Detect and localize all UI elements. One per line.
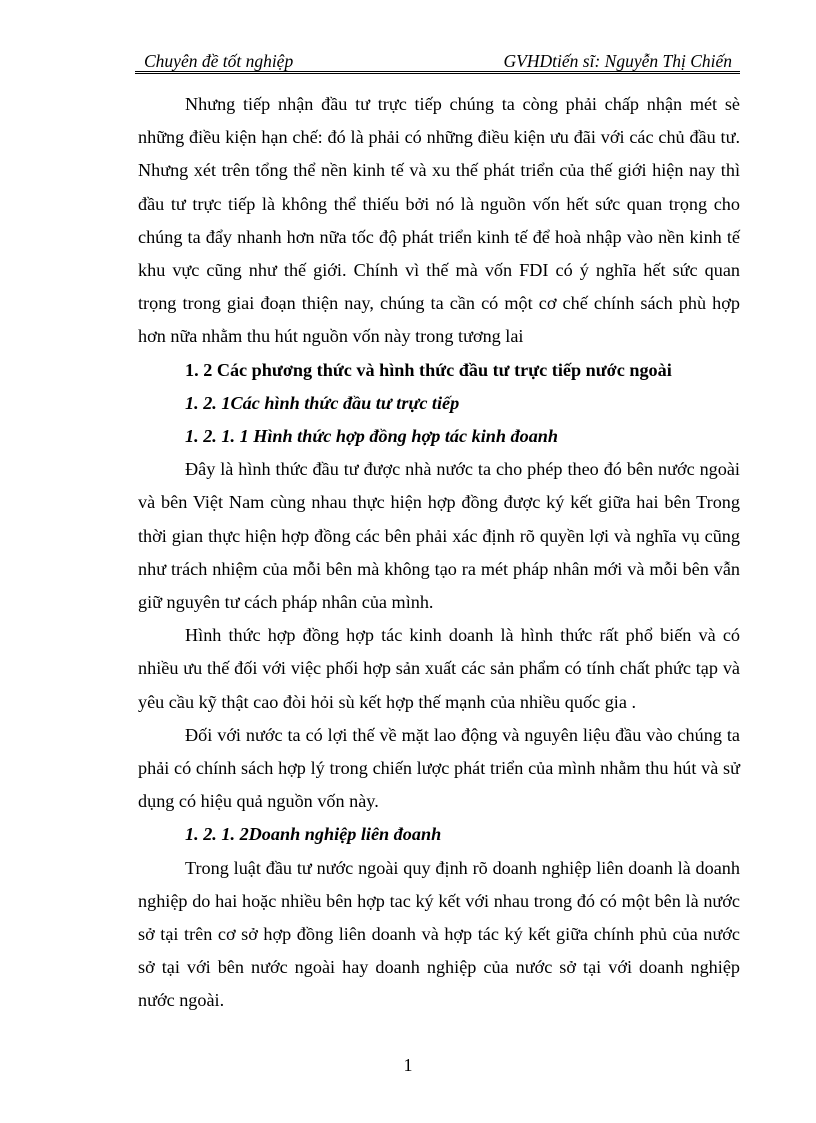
- paragraph-bcc-definition: Đây là hình thức đầu tư được nhà nước ta cho phép theo đó bên nước ngoài và bên Việt Nam cùng nhau thực hiện hợp đồng được ký kết giữa hai bên Trong thời gian thực hiện hợp đồng các bên phải xác định rõ quyền lợi và nghĩa vụ cũng như trách nhiệm của mỗi bên mà không tạo ra mét pháp nhân mới và mỗi bên vẫn giữ nguyên tư cách pháp nhân của mình.: [138, 459, 740, 613]
- paragraph-vietnam-advantage: Đối với nước ta có lợi thế về mặt lao động và nguyên liệu đầu vào chúng ta phải có chính sách hợp lý trong chiến lược phát triển của mình nhằm thu hút và sử dụng có hiệu quả nguồn vốn này.: [138, 724, 740, 812]
- header-divider: [135, 71, 740, 74]
- paragraph-bcc-advantages: Hình thức hợp đồng hợp tác kinh doanh là hình thức rất phổ biến và có nhiều ưu thế đối với việc phối hợp sản xuất các sản phẩm có tính chất phức tạp và yêu cầu kỹ thật cao đòi hỏi sù kết hợp thế mạnh của nhiều quốc gia .: [138, 625, 740, 712]
- section-heading-1-2-1: 1. 2. 1Các hình thức đầu tư trực tiếp: [185, 392, 460, 413]
- paragraph-fdi-conditions: Nhưng tiếp nhận đầu tư trực tiếp chúng ta còng phải chấp nhận mét sè những điều kiện hạn chế: đó là phải có những điều kiện ưu đãi với các chủ đầu tư. Nhưng xét trên tổng thể nền kinh tế và xu thế phát triển của thế giới hiện nay thì đầu tư trực tiếp là không thể thiếu bởi nó là nguồn vốn hết sức quan trọng cho chúng ta đẩy nhanh hơn nữa tốc độ phát triển kinh tế để hoà nhập vào nền kinh tế khu vực cũng như thế giới. Chính vì thế mà vốn FDI có ý nghĩa hết sức quan trọng trong giai đoạn thiện nay, chúng ta cần có một cơ chế chính sách phù hợp hơn nữa nhằm thu hút nguồn vốn này trong tương lai: [138, 94, 740, 347]
- header-document-type: Chuyên đề tốt nghiệp: [144, 51, 294, 71]
- section-heading-1-2: 1. 2 Các phương thức và hình thức đầu tư trực tiếp nước ngoài: [185, 359, 672, 380]
- page-header: [135, 46, 740, 72]
- section-heading-1-2-1-1: 1. 2. 1. 1 Hình thức hợp đồng hợp tác kinh đoanh: [185, 426, 559, 447]
- page-number: 1: [403, 1055, 413, 1075]
- section-heading-1-2-1-2: 1. 2. 1. 2Doanh nghiệp liên đoanh: [185, 824, 442, 845]
- header-advisor: GVHDtiến sĩ: Nguyễn Thị Chiến: [503, 51, 732, 71]
- paragraph-joint-venture: Trong luật đầu tư nước ngoài quy định rõ doanh nghiệp liên doanh là doanh nghiệp do hai hoặc nhiều bên hợp tac ký kết với nhau trong đó có một bên là nước sở tại trên cơ sở hợp đồng liên doanh và hợp tác ký kết giữa chính phủ của nước sở tại với bên nước ngoài hay doanh nghiệp của nước sở tại với doanh nghiệp nước ngoài.: [138, 857, 740, 1011]
- document-body: [138, 88, 740, 1018]
